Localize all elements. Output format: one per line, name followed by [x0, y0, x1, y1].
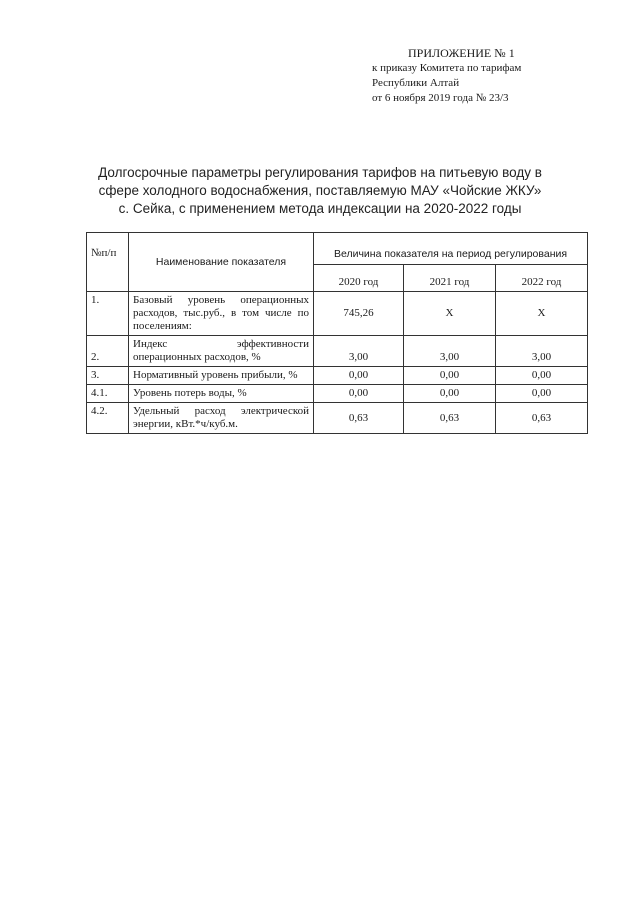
row-name: Уровень потерь воды, %: [129, 385, 314, 403]
appendix-line-republic: Республики Алтай: [372, 77, 460, 89]
title-line-3: с. Сейка, с применением метода индексации на 2020-2022 годы: [118, 201, 522, 216]
row-index: 4.1.: [87, 385, 129, 403]
table-row: [87, 385, 588, 403]
header-year-2020: 2020 год: [314, 265, 404, 292]
row-value-2022: 0,00: [496, 385, 588, 403]
header-period: Величина показателя на период регулирования: [314, 233, 588, 265]
row-index: 4.2.: [87, 403, 129, 434]
appendix-block: [372, 46, 612, 106]
appendix-line-date: от 6 ноября 2019 года № 23/3: [372, 92, 509, 104]
table-row: [87, 403, 588, 434]
header-year-2021: 2021 год: [404, 265, 496, 292]
table-row: [87, 367, 588, 385]
row-value-2022: 0,63: [496, 403, 588, 434]
document-title: [70, 164, 570, 218]
row-name: Нормативный уровень прибыли, %: [129, 367, 314, 385]
row-name: Удельный расход электрической энергии, кВт.*ч/куб.м.: [129, 403, 314, 434]
table-row: [87, 292, 588, 336]
header-year-2022: 2022 год: [496, 265, 588, 292]
row-value-2020: 0,63: [314, 403, 404, 434]
row-index: 3.: [87, 367, 129, 385]
row-value-2021: 0,00: [404, 385, 496, 403]
row-value-2020: 0,00: [314, 367, 404, 385]
row-value-2020: 0,00: [314, 385, 404, 403]
row-value-2021: Х: [404, 292, 496, 336]
row-value-2022: 3,00: [496, 336, 588, 367]
row-name: Базовый уровень операционных расходов, тыс.руб., в том числе по поселениям:: [129, 292, 314, 336]
row-index: 1.: [87, 292, 129, 336]
row-name: Индекс эффективности операционных расходов, %: [129, 336, 314, 367]
title-line-1: Долгосрочные параметры регулирования тарифов на питьевую воду в: [98, 165, 542, 180]
title-line-2: сфере холодного водоснабжения, поставляемую МАУ «Чойские ЖКУ»: [98, 183, 542, 198]
header-name: Наименование показателя: [129, 233, 314, 292]
appendix-line-order: к приказу Комитета по тарифам: [372, 62, 522, 74]
row-value-2022: Х: [496, 292, 588, 336]
row-value-2020: 3,00: [314, 336, 404, 367]
table-row: [87, 336, 588, 367]
parameters-table: [86, 232, 588, 434]
appendix-number: ПРИЛОЖЕНИЕ № 1: [408, 46, 515, 60]
header-index: №п/п: [87, 233, 129, 292]
table-header-row: [87, 233, 588, 265]
row-value-2020: 745,26: [314, 292, 404, 336]
row-index: 2.: [87, 336, 129, 367]
row-value-2021: 3,00: [404, 336, 496, 367]
row-value-2021: 0,63: [404, 403, 496, 434]
row-value-2021: 0,00: [404, 367, 496, 385]
row-value-2022: 0,00: [496, 367, 588, 385]
